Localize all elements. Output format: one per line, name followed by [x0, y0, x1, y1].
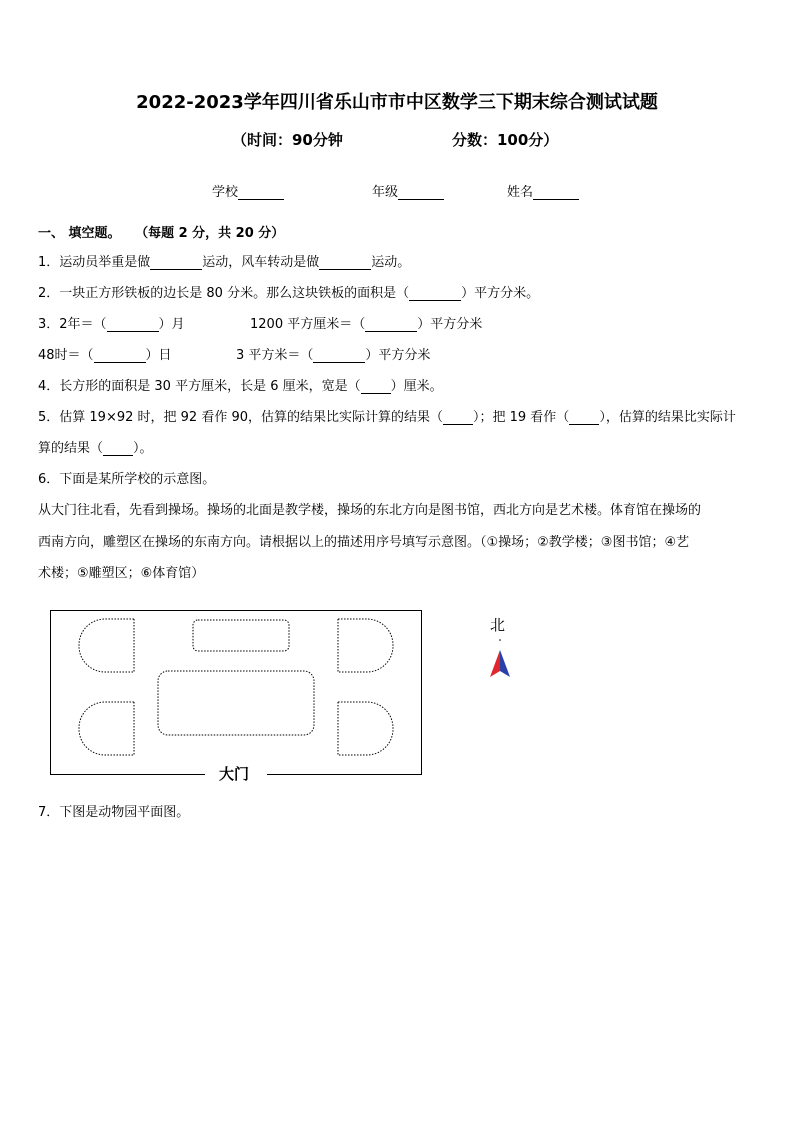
q5-text-e: ）。 — [133, 441, 153, 456]
q5-text-c: ），估算的结果比实际计 — [599, 410, 736, 425]
section-heading — [38, 222, 284, 241]
q2-text-b: ）平方分米。 — [461, 286, 540, 301]
name-blank[interactable] — [533, 187, 579, 200]
q3-text-c2: ）日 — [145, 348, 172, 363]
slot-center — [158, 671, 314, 735]
school-blank[interactable] — [238, 187, 284, 200]
q5-blank-2[interactable] — [569, 412, 599, 425]
q3-blank-1[interactable] — [107, 319, 159, 332]
grade-label: 年级 — [372, 185, 399, 200]
q5-blank-3[interactable] — [103, 443, 133, 456]
q3-text-a1: 3．2年＝（ — [38, 317, 107, 332]
grade-blank[interactable] — [398, 187, 444, 200]
q5-blank-1[interactable] — [443, 412, 473, 425]
q5-text-a: 5．估算 19×92 时，把 92 看作 90，估算的结果比实际计算的结果（ — [38, 410, 443, 425]
question-1 — [38, 251, 410, 270]
q4-text-b: ）厘米。 — [390, 379, 443, 394]
q5-text-d: 算的结果（ — [38, 441, 104, 456]
question-2 — [38, 282, 539, 301]
q2-blank[interactable] — [409, 288, 461, 301]
school-field — [212, 181, 284, 200]
question-5-line-2 — [38, 437, 153, 456]
exam-time: （时间：90分钟 — [232, 131, 343, 149]
name-field — [507, 181, 579, 200]
question-6-para-3: 术楼；⑤雕塑区；⑥体育馆） — [38, 566, 205, 581]
q3-text-b1: 1200 平方厘米＝（ — [250, 317, 366, 332]
school-map-drawing — [50, 610, 422, 775]
page-title: 2022-2023学年四川省乐山市市中区数学三下期末综合测试试题 — [136, 92, 658, 113]
question-7-title: 7．下图是动物园平面图。 — [38, 805, 190, 820]
q1-text-b: 运动，风车转动是做 — [202, 255, 320, 270]
question-6-para-1: 从大门往北看，先看到操场。操场的北面是教学楼，操场的东北方向是图书馆，西北方向是艺术楼。体育馆在操场的 — [38, 503, 702, 518]
slot-bottom-left — [79, 702, 134, 755]
q3-text-d1: 3 平方米＝（ — [236, 348, 314, 363]
exam-score: 分数：100分） — [452, 131, 559, 149]
q3-text-c1: 48时＝（ — [38, 348, 94, 363]
name-label: 姓名 — [507, 185, 534, 200]
question-3-row-1 — [38, 313, 185, 332]
question-6-title: 6．下面是某所学校的示意图。 — [38, 472, 216, 487]
question-3-row-2b — [236, 344, 430, 363]
q3-blank-4[interactable] — [313, 350, 365, 363]
q3-text-a2: ）月 — [158, 317, 185, 332]
q1-blank-2[interactable] — [319, 257, 371, 270]
q1-text-c: 运动。 — [371, 255, 411, 270]
q3-text-d2: ）平方分米 — [365, 348, 431, 363]
q1-blank-1[interactable] — [150, 257, 202, 270]
q2-text-a: 2．一块正方形铁板的边长是 80 分米。那么这块铁板的面积是（ — [38, 286, 410, 301]
q1-text-a: 1．运动员举重是做 — [38, 255, 151, 270]
question-4 — [38, 375, 443, 394]
q5-text-b: ）；把 19 看作（ — [473, 410, 570, 425]
slot-bottom-right — [338, 702, 393, 755]
school-map — [50, 610, 422, 783]
q4-blank[interactable] — [361, 381, 391, 394]
question-6-para-2: 西南方向，雕塑区在操场的东南方向。请根据以上的描述用序号填写示意图。（①操场；②教学楼；③图书馆；④艺 — [38, 535, 690, 550]
q3-blank-2[interactable] — [365, 319, 417, 332]
q4-text-a: 4．长方形的面积是 30 平方厘米，长是 6 厘米，宽是（ — [38, 379, 361, 394]
q3-blank-3[interactable] — [94, 350, 146, 363]
gate-label: 大门 — [219, 765, 250, 783]
question-5-line-1 — [38, 406, 736, 425]
slot-top-right — [338, 619, 393, 672]
question-3-row-1b — [250, 313, 482, 332]
school-label: 学校 — [212, 185, 239, 200]
north-label: 北 — [490, 616, 506, 634]
north-arrow-icon — [486, 636, 516, 686]
slot-top-center — [193, 620, 289, 651]
slot-top-left — [79, 619, 134, 672]
question-3-row-2 — [38, 344, 172, 363]
grade-field — [372, 181, 444, 200]
section-note: （每题 2 分，共 20 分） — [135, 226, 285, 241]
q3-text-b2: ）平方分米 — [417, 317, 483, 332]
compass — [486, 612, 516, 682]
section-label: 一、 填空题。 — [38, 226, 121, 241]
